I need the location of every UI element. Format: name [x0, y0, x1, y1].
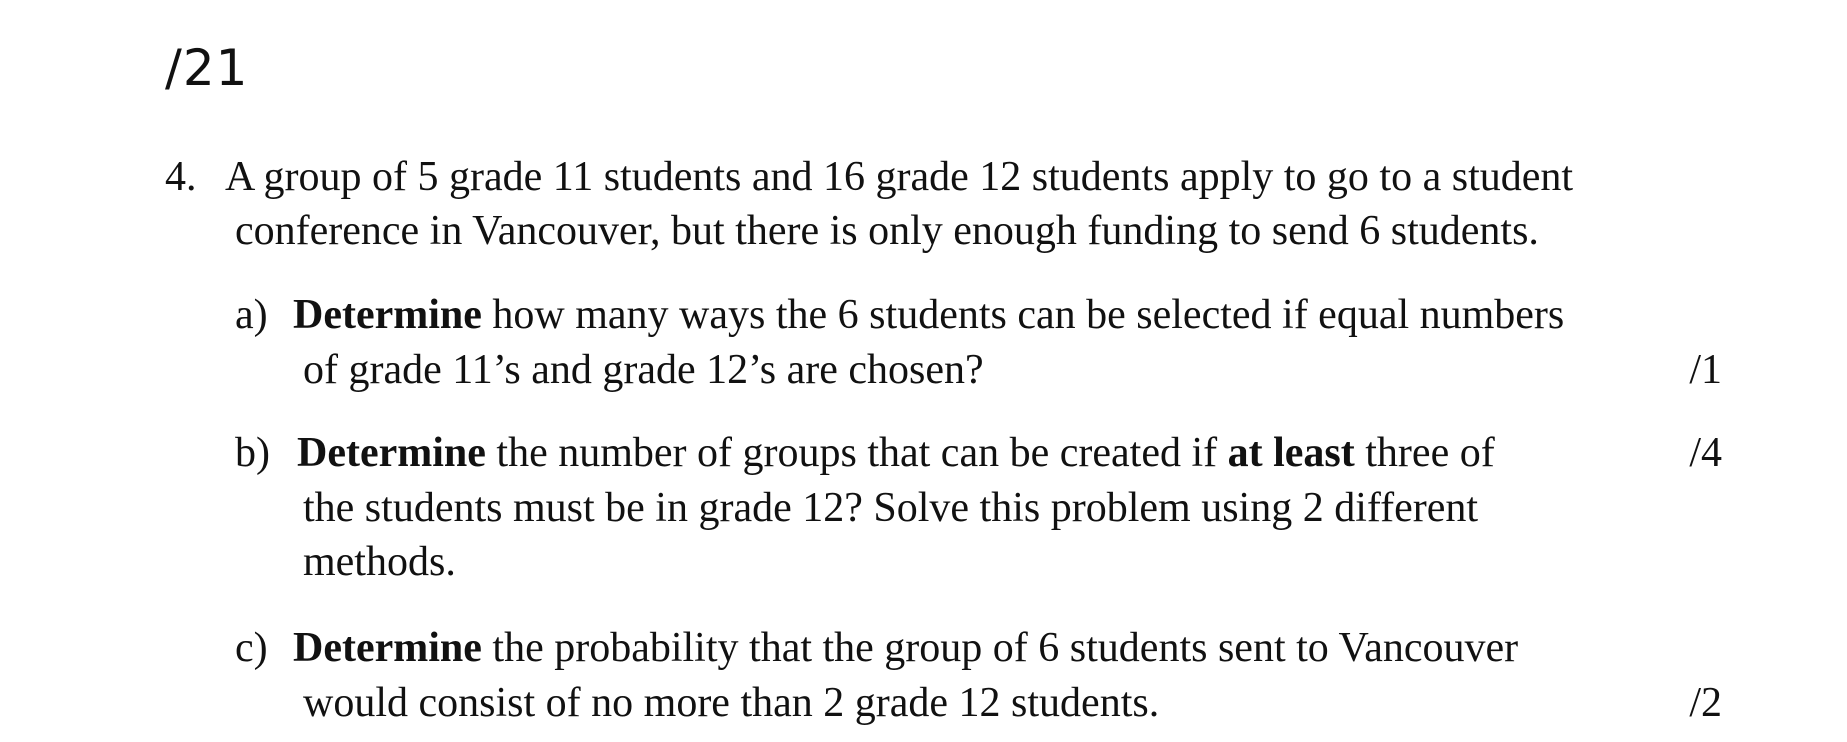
part-b-verb: Determine [297, 430, 486, 476]
part-c-label: c) [235, 625, 268, 671]
question-text-line-2: conference in Vancouver, but there is only enough funding to send 6 students. [235, 208, 1539, 254]
part-b-label: b) [235, 430, 270, 476]
part-a-line-2: of grade 11’s and grade 12’s are chosen? [303, 347, 984, 393]
part-c-line-1 [293, 621, 1518, 676]
part-a-line-1 [293, 288, 1564, 343]
part-c-line-2: would consist of no more than 2 grade 12 students. [303, 680, 1160, 726]
part-b-line-1-end: three of [1354, 430, 1495, 476]
part-b-emphasis: at least [1227, 430, 1355, 476]
part-a-label: a) [235, 292, 268, 338]
part-a-line-1-rest: how many ways the 6 students can be selected if equal numbers [481, 292, 1565, 338]
part-c-verb: Determine [293, 625, 482, 671]
part-b-line-2: the students must be in grade 12? Solve this problem using 2 different [303, 485, 1479, 531]
part-b-line-3: methods. [303, 539, 456, 585]
total-marks: /21 [165, 39, 249, 97]
question-text-line-1: A group of 5 grade 11 students and 16 grade 12 students apply to go to a student [225, 154, 1574, 200]
part-b-marks: /4 [1689, 430, 1722, 476]
part-b-line-1 [297, 426, 1495, 481]
part-b-line-1-mid: the number of groups that can be created if [485, 430, 1228, 476]
part-a-marks: /1 [1689, 347, 1722, 393]
question-number: 4. [165, 154, 197, 200]
part-c-marks: /2 [1689, 680, 1722, 726]
part-c-line-1-rest: the probability that the group of 6 students sent to Vancouver [481, 625, 1519, 671]
part-a-verb: Determine [293, 292, 482, 338]
